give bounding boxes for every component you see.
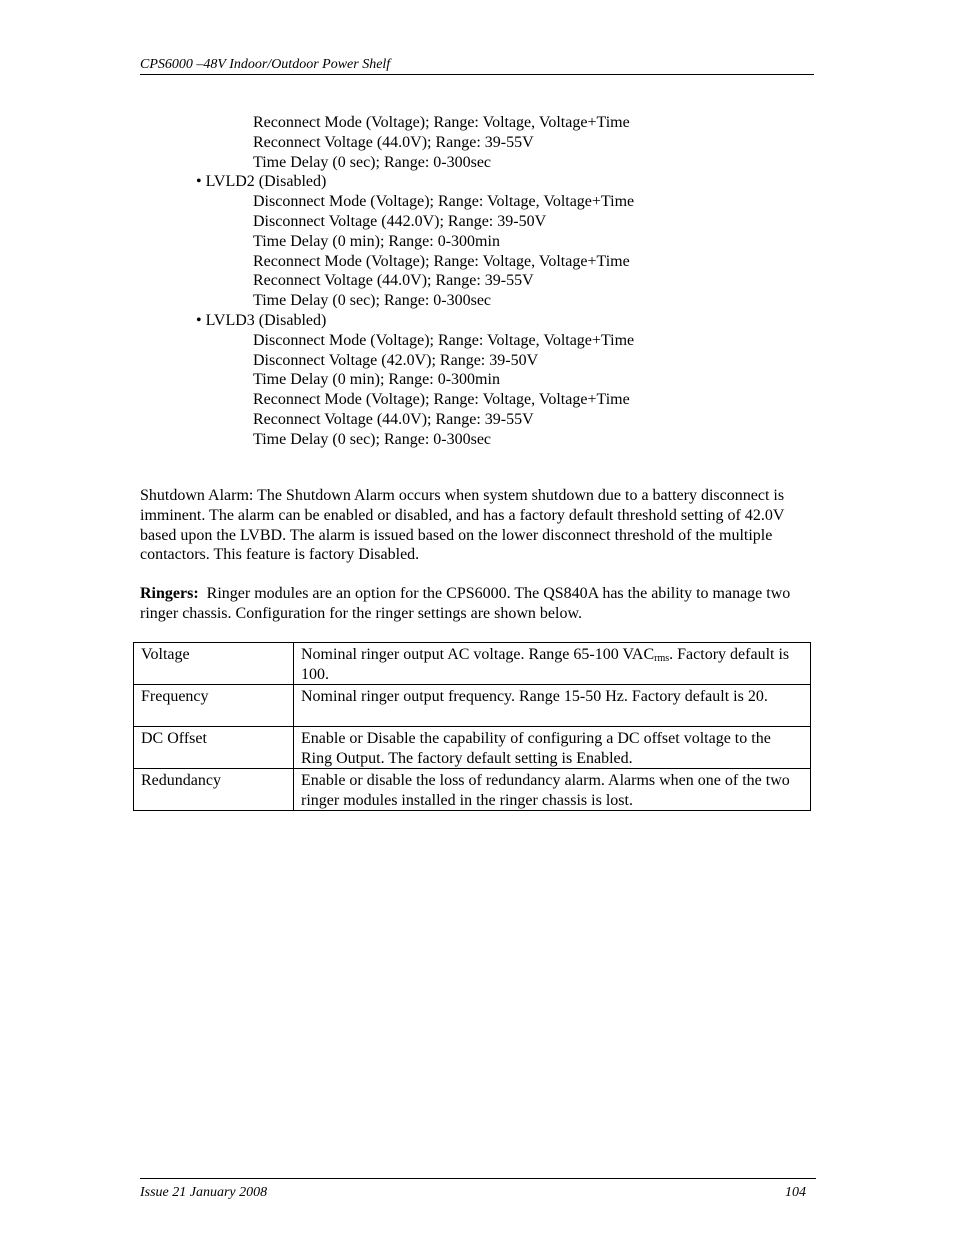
description-text: Enable or Disable the capability of configuring a DC offset voltage to the Ring Output. The factory default setting is Enabled. [301,730,771,767]
footer-issue: Issue 21 January 2008 [140,1185,268,1200]
setting-line: Time Delay (0 sec); Range: 0-300sec [253,430,492,448]
setting-line: Reconnect Mode (Voltage); Range: Voltage, Voltage+Time [253,114,630,131]
setting-line: Reconnect Voltage (44.0V); Range: 39-55V [253,272,534,290]
table-row [134,727,811,769]
setting-line: Disconnect Voltage (42.0V); Range: 39-50V [253,351,539,369]
setting-line: Reconnect Mode (Voltage); Range: Voltage, Voltage+Time [253,252,630,270]
setting-line: Time Delay (0 sec); Range: 0-300sec [253,292,492,310]
shutdown-alarm-paragraph: Shutdown Alarm: The Shutdown Alarm occurs when system shutdown due to a battery disconnect is imminent. The alarm can be enabled or disabled, and has a factory default threshold setting of 42.0V based upon the LVBD. The alarm is issued based on the lower disconnect threshold of the multiple contactors. This feature is factory Disabled. [140,487,785,564]
setting-line: Time Delay (0 min); Range: 0-300min [253,232,500,250]
rms-subscript: rms [654,653,670,664]
ringers-paragraph [140,584,814,624]
setting-description-cell [294,685,811,727]
setting-line: Reconnect Mode (Voltage); Range: Voltage, Voltage+Time [253,391,630,409]
setting-name-cell: Frequency [134,685,294,727]
lvld-settings-list [140,113,814,450]
setting-line: Disconnect Mode (Voltage); Range: Voltage, Voltage+Time [253,193,635,211]
setting-name-cell: DC Offset [134,727,294,769]
description-text: Enable or disable the loss of redundancy alarm. Alarms when one of the two ringer modules installed in the ringer chassis is lost. [301,772,790,809]
description-text: Nominal ringer output frequency. Range 15-50 Hz. Factory default is 20. [301,688,768,705]
table-row [134,643,811,685]
header-title: CPS6000 –48V Indoor/Outdoor Power Shelf [140,57,391,72]
setting-description-cell [294,727,811,769]
setting-line: Disconnect Mode (Voltage); Range: Voltage, Voltage+Time [253,331,635,349]
setting-line: Time Delay (0 sec); Range: 0-300sec [253,153,492,171]
description-text: Nominal ringer output AC voltage. Range 65-100 VAC [301,646,655,663]
description-text-continued: . Factory default is 100. [301,646,790,683]
running-header [140,56,814,75]
table-row [134,685,811,727]
setting-line: Disconnect Voltage (442.0V); Range: 39-50V [253,212,547,230]
setting-line: Reconnect Voltage (44.0V); Range: 39-55V [253,410,534,428]
setting-description-cell [294,769,811,811]
setting-name-cell: Voltage [134,643,294,685]
table-row [134,769,811,811]
setting-line: Time Delay (0 min); Range: 0-300min [253,371,500,389]
setting-description-cell [294,643,811,685]
running-footer [140,1178,816,1200]
ringers-label: Ringers: [140,585,199,602]
bullet-item: • LVLD3 (Disabled) [196,311,327,329]
ringer-settings-table [133,642,811,811]
setting-name-cell: Redundancy [134,769,294,811]
page-number: 104 [785,1185,806,1200]
bullet-item: • LVLD2 (Disabled) [196,173,327,191]
setting-line: Reconnect Voltage (44.0V); Range: 39-55V [253,133,534,151]
ringers-text: Ringer modules are an option for the CPS6000. The QS840A has the ability to manage two ringer chassis. Configuration for the ringer settings are shown below. [140,585,791,622]
